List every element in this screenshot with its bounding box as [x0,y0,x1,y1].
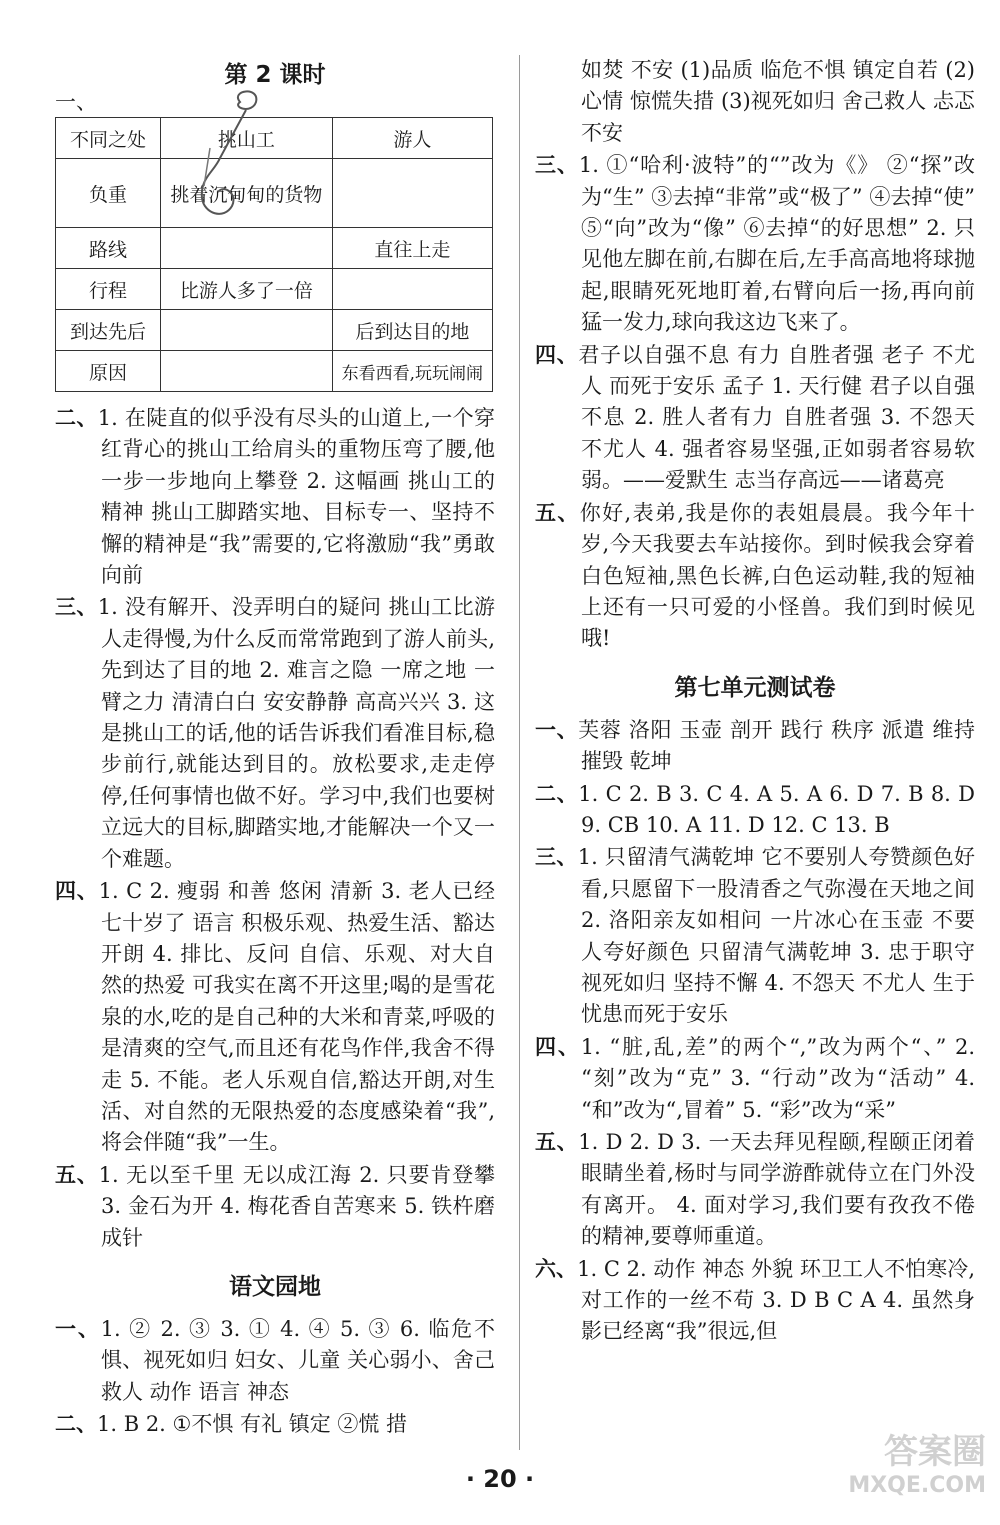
unit-test-title: 第七单元测试卷 [674,674,836,701]
answer-text: 1. 没有解开、没弄明白的疑问 挑山工比游人走得慢,为什么反而常常跑到了游人前头,先到达了目的地 2. 难言之隐 一席之地 一臂之力 清清白白 安安静静 高高兴兴 3. 这是挑山工的话,他的话告诉我们看准目标,稳步前行,就能达到目的。放松要求,走走停停,任何事情也做不好。学习中,我们也要树立远大的目标,脚踏实地,才能解决一个又一个难题。 [97,595,495,871]
answer-block [535,714,975,778]
table-row-label: 负重 [56,159,161,228]
table-cell: 挑着沉甸甸的货物 [161,159,333,228]
answer-label: 二、 [535,780,579,806]
answer-label: 三、 [55,594,98,620]
table-cell: 直往上走 [332,228,492,269]
table-cell: 比游人多了一倍 [161,269,333,310]
page-number: · 20 · [465,1465,535,1493]
answer-block [535,149,975,338]
answer-text: 1. B 2. ①不惧 有礼 镇定 ②慌 措 [97,1412,408,1437]
answer-label: 四、 [55,878,99,904]
answer-label: 一、 [535,716,579,742]
answer-label: 三、 [535,152,579,178]
comparison-table [55,117,493,392]
answer-block [535,497,975,655]
table-cell [332,269,492,310]
answer-text: 如焚 不安 (1)品质 临危不惧 镇定自若 (2)心情 惊慌失措 (3)视死如归 舍己救人 忐忑不安 [581,58,975,145]
answer-block [55,1408,495,1440]
table-cell [161,310,333,351]
answer-block [55,591,495,875]
answer-text: 1. C 2. 瘦弱 和善 悠闲 清新 3. 老人已经七十岁了 语言 积极乐观、热爱生活、豁达开朗 4. 排比、反问 自信、乐观、对大自然的热爱 可我实在离不开这里;喝的是雪花泉的水,吃的是自己种的大米和青菜,呼吸的是清爽的空气,而且还有花鸟作伴,我舍不得走 5. 不能。老人乐观自信,豁达开朗,对生活、对自然的无限热爱的态度感染着“我”,将会伴随“我”一生。 [98,879,496,1155]
table-row-label: 路线 [56,228,161,269]
answer-text: 芙蓉 洛阳 玉壶 剖开 践行 秩序 派遣 维持 摧毁 乾坤 [578,717,976,774]
answer-label: 五、 [535,1129,579,1154]
answer-block [535,1253,975,1348]
answer-label: 三、 [535,844,578,870]
table-row-label: 行程 [56,269,161,310]
table-cell: 东看西看,玩玩闹闹 [332,351,492,392]
answer-block [55,875,495,1159]
site-watermark [848,1432,986,1503]
lesson-title: 第 2 课时 [224,62,326,88]
answer-text: 君子以自强不息 有力 自胜者强 老子 不尤人 而死于安乐 孟子 1. 天行健 君子以自强不息 2. 胜人者有力 自胜者强 3. 不怨天 不尤人 4. 强者容易坚强,正如弱者容易软弱。——爱默生 志当存高远——诸葛亮 [578,342,976,493]
answer-block [55,1313,495,1408]
answer-label: 一、 [55,1315,101,1341]
answer-block [535,1126,975,1253]
watermark-logo-text: 答案圈 [884,1432,986,1472]
answer-text: 1. “脏,乱,差”的两个“,”改为两个“、” 2. “刻”改为“克” 3. “行动”改为“活动” 4. “和”改为“,冒着” 5. “彩”改为“采” [580,1034,975,1122]
answer-label: 六、 [535,1255,578,1281]
answer-text: 1. ② 2. ③ 3. ① 4. ④ 5. ③ 6. 临危不惧、视死如归 妇女、儿童 关心弱小、舍己救人 动作 语言 神态 [100,1316,495,1404]
garden-title: 语文园地 [229,1273,321,1300]
table-header-cell: 挑山工 [161,118,333,159]
answer-text: 你好,表弟,我是你的表姐晨晨。我今年十岁,今天我要去车站接你。到时候我会穿着白色短袖,黑色长裤,白色运动鞋,我的短袖上还有一只可爱的小怪兽。我们到时候见哦! [579,500,975,651]
watermark-url: MXQE.COM [848,1473,986,1498]
answer-text: 1. C 2. 动作 神态 外貌 环卫工人不怕寒冷,对工作的一丝不苟 3. D B C A 4. 虽然身影已经离“我”很远,但 [577,1256,975,1344]
answer-label: 二、 [55,405,98,430]
answer-text: 1. ①“哈利·波特”的“”改为《》 ②“探”改为“生” ③去掉“非常”或“极了” ④去掉“使” ⑤“向”改为“像” ⑥去掉“的好思想” 2. 只见他左脚在前,右脚在后,左手高高地将球抛起,眼睛死死地盯着,右臂向后一扬,再向前猛一发力,球向我这边飞来了。 [578,153,976,335]
answer-label: 四、 [535,1033,581,1059]
answer-block [55,402,495,591]
answer-block-continued [535,55,975,149]
table-cell [161,228,333,269]
answer-text: 1. C 2. B 3. C 4. A 5. A 6. D 7. B 8. D 9. CB 10. A 11. D 12. C 13. B [578,781,975,837]
table-header-cell: 游人 [332,118,492,159]
table-header-cell: 不同之处 [56,118,161,159]
table-row-label: 到达先后 [56,310,161,351]
answer-block [55,1159,495,1254]
pencil-scribble-mark [180,88,270,228]
answer-label: 五、 [535,499,580,525]
table-cell: 后到达目的地 [332,310,492,351]
answer-text: 1. D 2. D 3. 一天去拜见程颐,程颐正闭着眼睛坐着,杨时与同学游酢就侍立在门外没有离开。 4. 面对学习,我们要有孜孜不倦的精神,要尊师重道。 [578,1130,975,1249]
answer-label: 五、 [55,1161,99,1187]
left-column [55,0,495,1441]
answer-label: 二、 [55,1411,97,1437]
answer-block [535,1031,975,1126]
answer-text: 1. 在陡直的似乎没有尽头的山道上,一个穿红背心的挑山工给肩头的重物压弯了腰,他一步一步地向上攀登 2. 这幅画 挑山工的精神 挑山工脚踏实地、目标专一、坚持不懈的精神是“我”需要的,它将激励“我”勇敢向前 [97,406,495,588]
answer-block [535,841,975,1030]
table-row-label: 原因 [56,351,161,392]
column-divider [519,55,520,1450]
section1-label: 一、 [55,90,97,114]
right-column [535,55,975,1348]
table-cell [161,351,333,392]
answer-block [535,778,975,842]
answer-text: 1. 无以至千里 无以成江海 2. 只要肯登攀 3. 金石为开 4. 梅花香自苦寒来 5. 铁杵磨成针 [98,1162,495,1250]
answer-block [535,339,975,497]
answer-text: 1. 只留清气满乾坤 它不要别人夸赞颜色好看,只愿留下一股清香之气弥漫在天地之间 2. 洛阳亲友如相问 一片冰心在玉壶 不要人夸好颜色 只留清气满乾坤 3. 忠于职守 视死如归 坚持不懈 4. 不怨天 不尤人 生于忧患而死于安乐 [577,845,975,1027]
table-cell [332,159,492,228]
answer-label: 四、 [535,341,579,367]
